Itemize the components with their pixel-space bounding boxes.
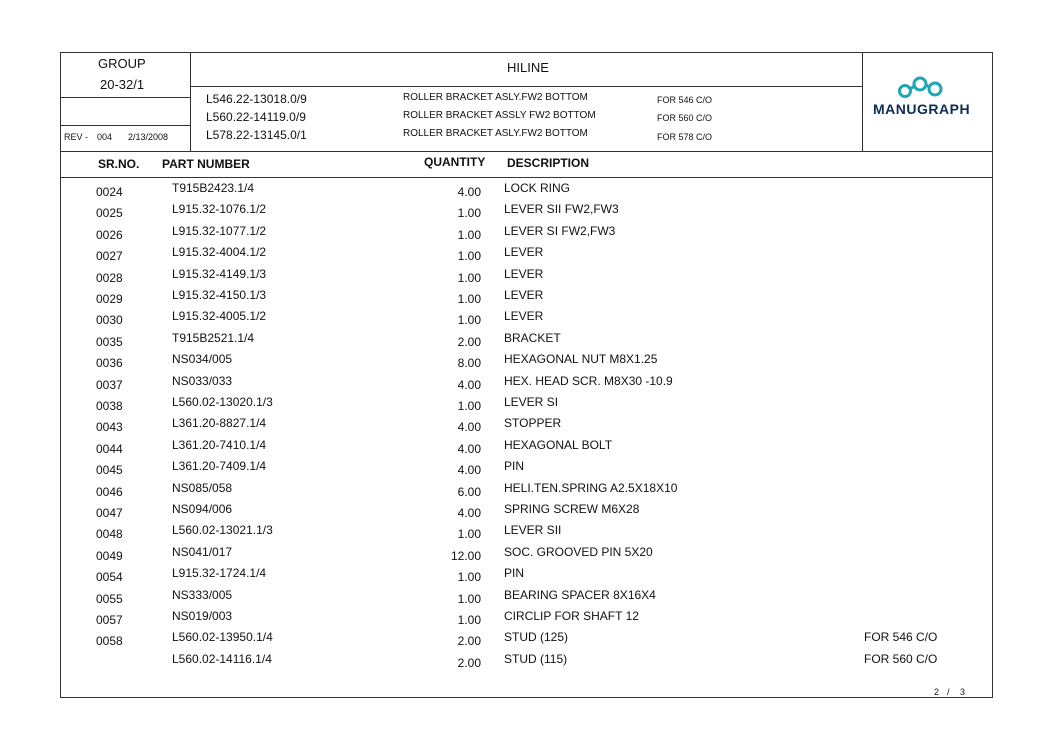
row-part-number: L560.02-14116.1/4 (172, 651, 272, 666)
row-sr-no: 0049 (96, 548, 123, 563)
row-sr-no: 0045 (96, 463, 123, 478)
rev-label: REV - (64, 132, 89, 142)
table-row (0, 331, 1053, 352)
row-quantity: 8.00 (457, 356, 481, 371)
assembly-part-2: L560.22-14119.0/9 (206, 110, 306, 124)
assembly-part-1: L546.22-13018.0/9 (206, 92, 307, 106)
row-part-number: NS034/005 (172, 352, 233, 367)
rev-date: 2/13/2008 (128, 132, 169, 142)
table-row (0, 267, 1053, 288)
header-rule-rev (60, 125, 190, 126)
row-quantity: 1.00 (457, 613, 481, 627)
row-description: LEVER (504, 288, 544, 302)
row-part-number: NS033/033 (172, 373, 233, 388)
manugraph-logo-icon (872, 70, 982, 102)
row-part-number: L361.20-7409.1/4 (172, 459, 267, 474)
assembly-desc-3: ROLLER BRACKET ASLY.FW2 BOTTOM (403, 128, 588, 139)
row-note: FOR 546 C/O (864, 630, 938, 645)
row-sr-no: 0029 (96, 292, 123, 306)
assembly-note-3: FOR 578 C/O (657, 132, 713, 142)
rev-number: 004 (97, 132, 113, 142)
table-row (0, 652, 1053, 673)
row-part-number: NS085/058 (172, 480, 233, 495)
assembly-desc-2: ROLLER BRACKET ASSLY FW2 BOTTOM (403, 110, 596, 121)
logo-wordmark: MANUGRAPH (873, 101, 971, 117)
row-sr-no: 0054 (96, 570, 123, 585)
row-quantity: 2.00 (457, 655, 481, 670)
row-part-number: L361.20-7410.1/4 (172, 437, 267, 452)
row-description: STUD (115) (504, 651, 568, 666)
row-sr-no: 0037 (96, 377, 123, 392)
row-quantity: 2.00 (457, 634, 481, 649)
row-sr-no: 0024 (96, 185, 123, 199)
row-part-number: NS041/017 (172, 544, 233, 559)
row-description: BRACKET (504, 330, 561, 345)
header-divider-left (190, 52, 191, 152)
page-total: 3 (960, 687, 966, 697)
row-description: PIN (504, 459, 525, 474)
row-sr-no: 0036 (96, 356, 123, 371)
row-sr-no: 0048 (96, 527, 123, 542)
row-sr-no: 0046 (96, 484, 123, 499)
row-quantity: 1.00 (457, 591, 481, 606)
row-description: HEXAGONAL BOLT (504, 437, 613, 452)
row-sr-no: 0047 (96, 506, 123, 520)
table-row (0, 395, 1053, 416)
table-row (0, 374, 1053, 395)
row-description: LOCK RING (504, 181, 571, 195)
row-description: HEX. HEAD SCR. M8X30 -10.9 (504, 373, 673, 388)
row-quantity: 1.00 (457, 206, 481, 221)
row-description: BEARING SPACER 8X16X4 (504, 587, 656, 602)
row-description: SPRING SCREW M6X28 (504, 502, 640, 516)
row-quantity: 1.00 (457, 270, 481, 285)
row-sr-no: 0026 (96, 227, 123, 242)
column-header-rule (60, 177, 993, 178)
table-row (0, 459, 1053, 480)
row-description: CIRCLIP FOR SHAFT 12 (504, 609, 639, 623)
table-row (0, 352, 1053, 373)
row-part-number: L915.32-4004.1/2 (172, 245, 267, 260)
table-row (0, 181, 1053, 202)
table-row (0, 502, 1053, 523)
row-part-number: L361.20-8827.1/4 (172, 416, 267, 431)
table-row (0, 630, 1053, 651)
row-sr-no: 0025 (96, 206, 123, 221)
row-description: LEVER (504, 266, 544, 281)
row-part-number: NS333/005 (172, 587, 233, 602)
column-header-sr-no: SR.NO. (98, 157, 140, 171)
row-description: LEVER (504, 309, 544, 324)
table-row (0, 224, 1053, 245)
assembly-note-2: FOR 560 C/O (657, 113, 713, 123)
row-sr-no: 0035 (96, 334, 123, 349)
assembly-note-1: FOR 546 C/O (657, 95, 713, 105)
row-part-number: L915.32-4005.1/2 (172, 309, 267, 324)
table-row (0, 566, 1053, 587)
row-description: LEVER SI (504, 395, 559, 409)
row-description: HELI.TEN.SPRING A2.5X18X10 (504, 480, 678, 495)
row-part-number: L560.02-13950.1/4 (172, 630, 273, 645)
row-part-number: T915B2423.1/4 (172, 181, 255, 195)
row-sr-no: 0028 (96, 270, 123, 285)
assembly-part-3: L578.22-13145.0/1 (206, 128, 307, 142)
column-header-description: DESCRIPTION (507, 156, 590, 170)
row-sr-no: 0038 (96, 399, 123, 413)
row-part-number: NS094/006 (172, 502, 233, 516)
row-description: LEVER SII (504, 523, 562, 538)
table-row (0, 523, 1053, 544)
table-row (0, 588, 1053, 609)
row-sr-no: 0044 (96, 441, 123, 456)
row-sr-no: 0030 (96, 313, 123, 328)
page-separator: / (947, 687, 950, 697)
row-sr-no: 0058 (96, 634, 123, 649)
table-row (0, 416, 1053, 437)
row-sr-no: 0057 (96, 613, 123, 627)
table-row (0, 609, 1053, 630)
table-row (0, 309, 1053, 330)
row-part-number: L560.02-13020.1/3 (172, 395, 273, 409)
table-row (0, 545, 1053, 566)
row-part-number: L915.32-4150.1/3 (172, 288, 267, 302)
row-quantity: 1.00 (457, 249, 481, 264)
header-divider-right (862, 52, 863, 152)
row-part-number: L915.32-1076.1/2 (172, 202, 267, 217)
group-number: 20-32/1 (100, 77, 145, 92)
assembly-desc-1: ROLLER BRACKET ASLY.FW2 BOTTOM (403, 92, 588, 103)
header-rule-group (60, 97, 190, 98)
row-description: LEVER SI FW2,FW3 (504, 223, 616, 238)
header-rule-title (190, 86, 862, 87)
table-row (0, 481, 1053, 502)
row-quantity: 4.00 (457, 441, 481, 456)
row-quantity: 1.00 (457, 399, 481, 413)
row-description: LEVER (504, 245, 544, 260)
row-quantity: 4.00 (457, 377, 481, 392)
row-quantity: 2.00 (457, 334, 481, 349)
row-description: PIN (504, 566, 525, 581)
row-part-number: L560.02-13021.1/3 (172, 523, 273, 538)
column-header-part-number: PART NUMBER (162, 157, 250, 171)
row-note: FOR 560 C/O (864, 651, 938, 666)
row-description: STOPPER (504, 416, 562, 431)
row-description: SOC. GROOVED PIN 5X20 (504, 544, 653, 559)
machine-title: HILINE (507, 60, 549, 75)
page-current: 2 (934, 687, 940, 697)
row-sr-no: 0043 (96, 420, 123, 435)
row-quantity: 4.00 (457, 506, 481, 520)
row-sr-no: 0027 (96, 249, 123, 264)
row-quantity: 12.00 (450, 548, 481, 563)
row-description: STUD (125) (504, 630, 569, 645)
table-row (0, 245, 1053, 266)
row-quantity: 1.00 (457, 570, 481, 585)
table-row (0, 288, 1053, 309)
group-label: GROUP (98, 56, 146, 71)
row-part-number: L915.32-1724.1/4 (172, 566, 267, 581)
row-quantity: 1.00 (457, 527, 481, 542)
row-quantity: 1.00 (457, 292, 481, 306)
row-quantity: 4.00 (457, 185, 481, 199)
column-header-quantity: QUANTITY (424, 155, 486, 169)
row-part-number: L915.32-1077.1/2 (172, 223, 267, 238)
row-quantity: 1.00 (457, 313, 481, 328)
row-part-number: L915.32-4149.1/3 (172, 266, 267, 281)
row-quantity: 1.00 (457, 227, 481, 242)
row-quantity: 4.00 (457, 420, 481, 435)
row-quantity: 4.00 (457, 463, 481, 478)
row-part-number: NS019/003 (172, 609, 233, 623)
row-description: LEVER SII FW2,FW3 (504, 202, 619, 217)
header-rule-bottom (60, 151, 993, 152)
table-row (0, 438, 1053, 459)
table-row (0, 202, 1053, 223)
row-part-number: T915B2521.1/4 (172, 330, 255, 345)
row-sr-no: 0055 (96, 591, 123, 606)
row-description: HEXAGONAL NUT M8X1.25 (504, 352, 658, 367)
row-quantity: 6.00 (457, 484, 481, 499)
